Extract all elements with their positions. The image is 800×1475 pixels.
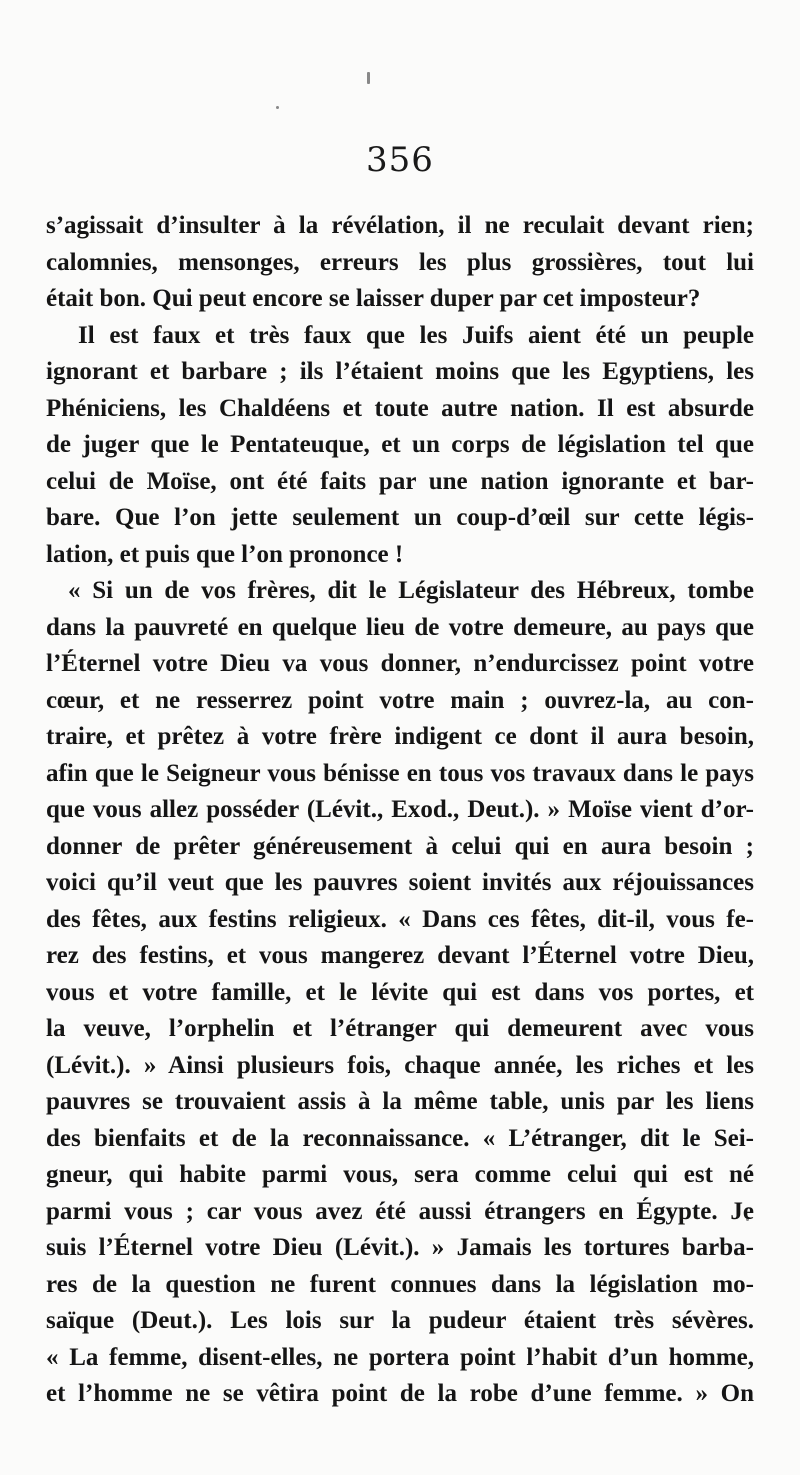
text-line: donner de prêter généreusement à celui qui en aura besoin ; bbox=[46, 832, 754, 860]
page-speck bbox=[276, 106, 279, 109]
text-line: saïque (Deut.). Les lois sur la pudeur étaient très sévères. bbox=[46, 1307, 754, 1334]
text-line: voici qu’il veut que les pauvres soient invités aux réjouissances bbox=[46, 869, 754, 896]
text-line: des fêtes, aux festins religieux. « Dans ces fêtes, dit-il, vous fe- bbox=[46, 905, 754, 933]
body-text bbox=[46, 208, 754, 1413]
text-line: rez des festins, et vous mangerez devant l’Éternel votre Dieu, bbox=[46, 942, 754, 969]
text-line: pauvres se trouvaient assis à la même table, unis par les liens bbox=[46, 1088, 754, 1115]
text-line: (Lévit.). » Ainsi plusieurs fois, chaque année, les riches et les bbox=[46, 1051, 754, 1079]
text-line: des bienfaits et de la reconnaissance. « L’étranger, dit le Sei- bbox=[46, 1124, 754, 1152]
text-line: Il est faux et très faux que les Juifs aient été un peuple bbox=[78, 321, 754, 349]
text-line: suis l’Éternel votre Dieu (Lévit.). » Jamais les tortures barba- bbox=[46, 1234, 754, 1261]
text-line: res de la question ne furent connues dans la législation mo- bbox=[46, 1270, 754, 1298]
text-line: « La femme, disent-elles, ne portera point l’habit d’un homme, bbox=[46, 1343, 754, 1371]
text-line: et l’homme ne se vêtira point de la robe d’une femme. » On bbox=[46, 1380, 754, 1407]
text-line: bare. Que l’on jette seulement un coup-d’œil sur cette légis- bbox=[46, 504, 754, 531]
text-line: Phéniciens, les Chaldéens et toute autre nation. Il est absurde bbox=[46, 394, 754, 422]
text-line: s’agissait d’insulter à la révélation, il ne reculait devant rien; bbox=[46, 212, 754, 239]
text-line: parmi vous ; car vous avez été aussi étrangers en Égypte. Je bbox=[46, 1197, 754, 1225]
text-line: ignorant et barbare ; ils l’étaient moins que les Egyptiens, les bbox=[46, 358, 754, 385]
text-line: de juger que le Pentateuque, et un corps de législation tel que bbox=[46, 431, 754, 458]
page-speck bbox=[367, 72, 370, 84]
page-number: 356 bbox=[366, 140, 434, 180]
text-line: dans la pauvreté en quelque lieu de votre demeure, au pays que bbox=[46, 613, 754, 641]
text-line: calomnies, mensonges, erreurs les plus grossières, tout lui bbox=[46, 248, 754, 276]
text-line: que vous allez posséder (Lévit., Exod., Deut.). » Moïse vient d’or- bbox=[46, 796, 754, 823]
text-line: la veuve, l’orphelin et l’étranger qui demeurent avec vous bbox=[46, 1015, 754, 1042]
text-line: l’Éternel votre Dieu va vous donner, n’endurcissez point votre bbox=[46, 650, 754, 677]
text-line: vous et votre famille, et le lévite qui est dans vos portes, et bbox=[46, 978, 754, 1006]
text-line: traire, et prêtez à votre frère indigent ce dont il aura besoin, bbox=[46, 723, 754, 750]
text-line: était bon. Qui peut encore se laisser duper par cet imposteur? bbox=[46, 285, 701, 312]
text-line: lation, et puis que l’on prononce ! bbox=[46, 540, 404, 568]
text-line: afin que le Seigneur vous bénisse en tous vos travaux dans le pays bbox=[46, 759, 754, 787]
text-line: gneur, qui habite parmi vous, sera comme celui qui est né bbox=[46, 1161, 754, 1188]
text-line: « Si un de vos frères, dit le Législateur des Hébreux, tombe bbox=[68, 577, 754, 604]
text-line: cœur, et ne resserrez point votre main ; ouvrez-la, au con- bbox=[46, 686, 754, 714]
text-line: celui de Moïse, ont été faits par une nation ignorante et bar- bbox=[46, 467, 754, 495]
